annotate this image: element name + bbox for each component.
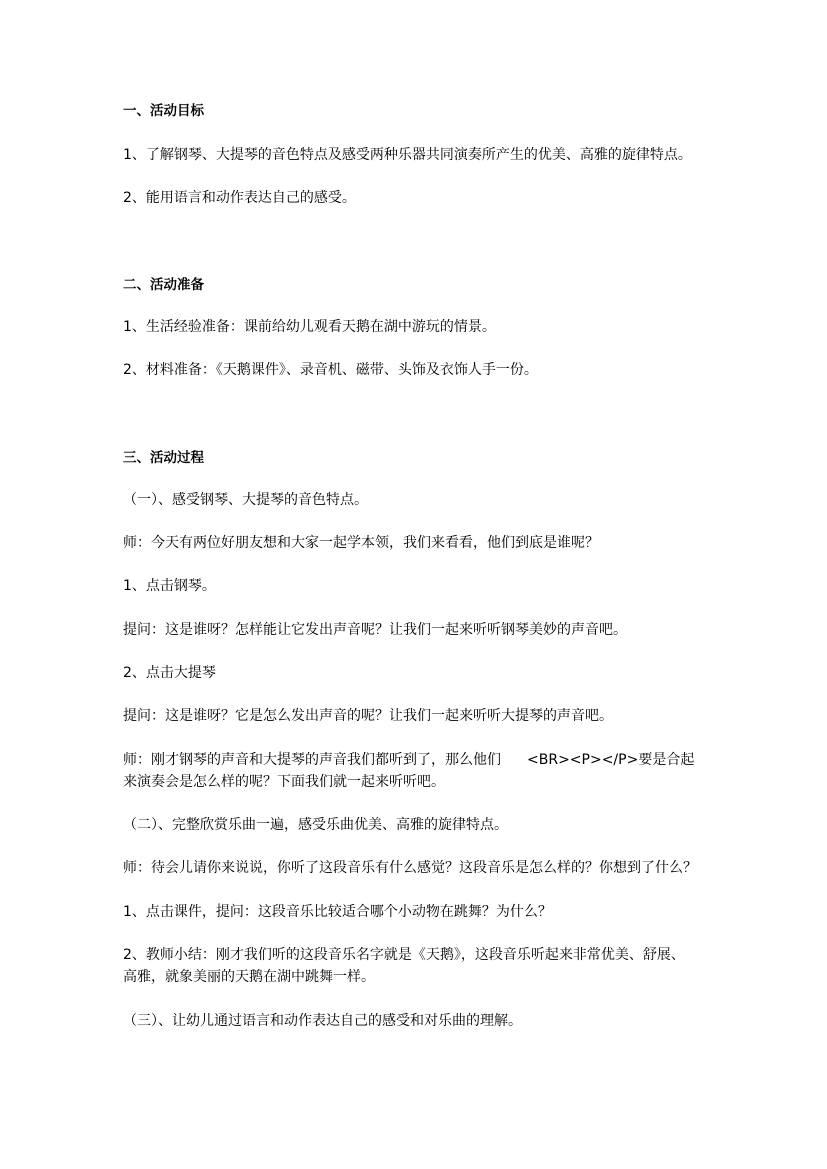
teacher-line-continued: 来演奏会是怎么样的呢？下面我们就一起来听听吧。 [123,774,445,790]
prep-item-1-number: 1 [123,319,132,335]
process-part-3: （三）、让幼儿通过语言和动作表达自己的感受和对乐曲的理解。 [123,1013,522,1029]
teacher-summary-continued: 高雅，就象美丽的天鹅在湖中跳舞一样。 [123,969,375,985]
step-click-piano-text: 、点击钢琴。 [131,578,216,594]
process-part-1: （一）、感受钢琴、大提琴的音色特点。 [123,492,368,508]
goal-item-2-text: 、能用语言和动作表达自己的感受。 [131,190,356,206]
teacher-summary-number: 2 [123,947,132,963]
step-click-courseware [123,904,713,921]
section-heading-preparation: 二、活动准备 [123,277,204,293]
teacher-line-part-b: 要是合起 [638,752,695,768]
teacher-summary-text: 、教师小结：刚才我们听的这段音乐名字就是《天鹅》，这段音乐听起来非常优美、舒展、 [131,947,685,963]
step-click-courseware-number: 1 [123,904,132,920]
teacher-intro: 师：今天有两位好朋友想和大家一起学本领，我们来看看，他们到底是谁呢？ [123,535,599,551]
goal-item-1-number: 1 [123,147,132,163]
goal-item-1 [123,147,713,164]
step-click-courseware-text: 、点击课件，提问：这段音乐比较适合哪个小动物在跳舞？为什么？ [131,904,552,920]
prep-item-2 [123,362,713,379]
teacher-summary [123,947,713,964]
prep-item-2-text: 、材料准备：《天鹅课件》、录音机、磁带、头饰及衣饰人手一份。 [131,362,538,378]
goal-item-1-text: 、了解钢琴、大提琴的音色特点及感受两种乐器共同演奏所产生的优美、高雅的旋律特点。 [131,147,692,163]
process-part-2: （二）、完整欣赏乐曲一遍，感受乐曲优美、高雅的旋律特点。 [123,817,508,833]
step-click-cello [123,665,713,682]
section-heading-process: 三、活动过程 [123,450,204,466]
prep-item-2-number: 2 [123,362,132,378]
prep-item-1-text: 、生活经验准备：课前给幼儿观看天鹅在湖中游玩的情景。 [131,319,496,335]
prep-item-1 [123,319,713,336]
teacher-line-html-tag: <BR><P></P> [527,752,639,768]
step-click-piano-number: 1 [123,578,132,594]
step-click-cello-text: 、点击大提琴 [131,665,216,681]
teacher-line-part-a: 师：刚才钢琴的声音和大提琴的声音我们都听到了，那么他们 [123,752,501,768]
goal-item-2-number: 2 [123,190,132,206]
step-click-cello-number: 2 [123,665,132,681]
question-piano: 提问：这是谁呀？怎样能让它发出声音呢？让我们一起来听听钢琴美妙的声音吧。 [123,622,627,638]
question-cello: 提问：这是谁呀？它是怎么发出声音的呢？让我们一起来听听大提琴的声音吧。 [123,708,613,724]
goal-item-2 [123,190,713,207]
section-heading-goals: 一、活动目标 [123,103,204,119]
step-click-piano [123,578,713,595]
teacher-question: 师：待会儿请你来说说，你听了这段音乐有什么感觉？这段音乐是怎么样的？你想到了什么？ [123,860,697,876]
teacher-line [123,752,713,769]
